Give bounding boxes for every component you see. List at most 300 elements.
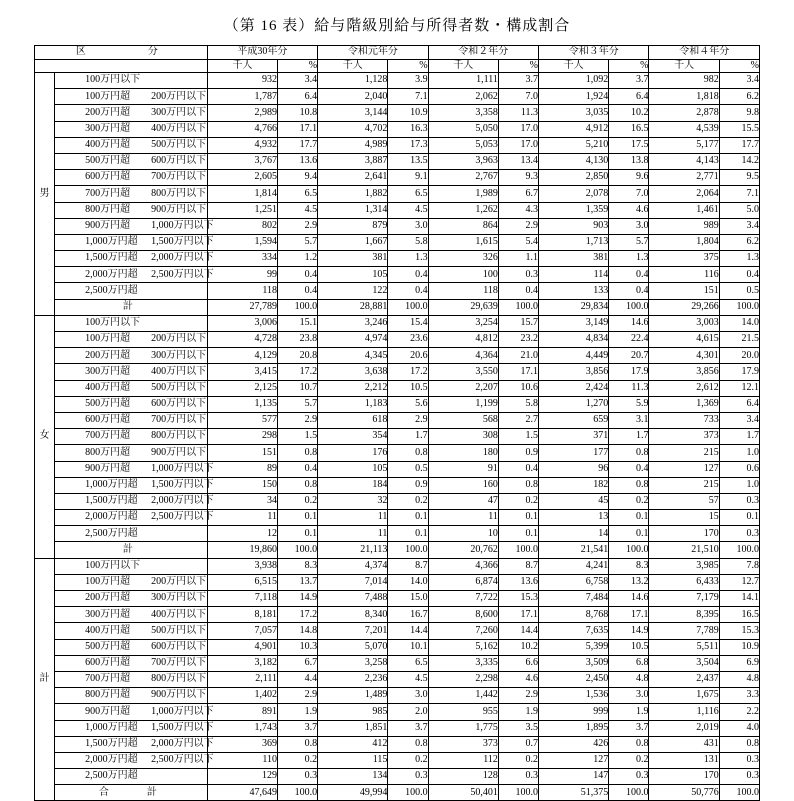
salary-class-lower: 800万円超 — [85, 446, 131, 458]
cell-count: 4,366 — [428, 558, 498, 574]
cell-percent: 10.5 — [388, 380, 428, 396]
total-count: 19,860 — [207, 542, 277, 558]
total-percent: 100.0 — [498, 299, 538, 315]
salary-class-upper: 2,500万円以下 — [151, 511, 214, 523]
salary-class-lower: 800万円超 — [85, 203, 131, 215]
cell-count: 381 — [318, 251, 388, 267]
cell-percent: 0.1 — [388, 526, 428, 542]
salary-class-lower: 100万円以下 — [85, 559, 141, 571]
table-row — [35, 186, 760, 202]
cell-percent: 17.7 — [277, 137, 317, 153]
cell-percent: 17.1 — [277, 121, 317, 137]
cell-count: 151 — [207, 445, 277, 461]
cell-percent: 3.4 — [719, 412, 759, 428]
salary-class-lower: 900万円超 — [85, 462, 131, 474]
cell-percent: 15.0 — [388, 591, 428, 607]
cell-count: 131 — [649, 752, 719, 768]
table-row — [35, 380, 760, 396]
cell-count: 2,040 — [318, 89, 388, 105]
cell-count: 2,064 — [649, 186, 719, 202]
cell-count: 8,340 — [318, 607, 388, 623]
cell-count: 91 — [428, 461, 498, 477]
total-percent: 100.0 — [719, 542, 759, 558]
salary-class-upper: 200万円以下 — [151, 90, 207, 102]
cell-count: 2,450 — [539, 671, 609, 687]
cell-count: 7,635 — [539, 623, 609, 639]
cell-count: 1,924 — [539, 89, 609, 105]
salary-class-lower: 1,500万円超 — [85, 738, 138, 750]
salary-class-lower: 300万円超 — [85, 122, 131, 134]
total-percent: 100.0 — [498, 785, 538, 801]
cell-percent: 2.9 — [388, 412, 428, 428]
cell-count: 45 — [539, 493, 609, 509]
cell-percent: 14.9 — [277, 591, 317, 607]
header-unit-pct-1: % — [388, 59, 428, 73]
cell-percent: 0.1 — [609, 526, 649, 542]
cell-count: 11 — [318, 510, 388, 526]
salary-class-label — [55, 396, 208, 412]
cell-count: 6,874 — [428, 574, 498, 590]
salary-class-label — [55, 218, 214, 234]
cell-percent: 13.2 — [609, 574, 649, 590]
cell-percent: 0.2 — [388, 752, 428, 768]
cell-count: 122 — [318, 283, 388, 299]
cell-percent: 5.9 — [609, 396, 649, 412]
cell-count: 10 — [428, 526, 498, 542]
cell-count: 1,262 — [428, 202, 498, 218]
salary-class-lower: 400万円超 — [85, 381, 131, 393]
cell-percent: 9.5 — [719, 170, 759, 186]
cell-percent: 8.7 — [388, 558, 428, 574]
table-row — [35, 412, 760, 428]
cell-count: 4,702 — [318, 121, 388, 137]
cell-percent: 20.0 — [719, 348, 759, 364]
cell-percent: 3.0 — [388, 688, 428, 704]
salary-class-label — [55, 526, 208, 542]
cell-count: 2,612 — [649, 380, 719, 396]
salary-class-lower: 700万円超 — [85, 673, 131, 685]
cell-count: 1,369 — [649, 396, 719, 412]
cell-percent: 3.7 — [609, 720, 649, 736]
table-row — [35, 688, 760, 704]
header-year-1: 令和元年分 — [318, 46, 428, 60]
cell-count: 1,675 — [649, 688, 719, 704]
salary-class-upper: 700万円以下 — [151, 414, 207, 426]
header-kubun: 区 分 — [35, 46, 208, 60]
salary-class-lower: 200万円超 — [85, 592, 131, 604]
salary-class-label — [55, 623, 208, 639]
cell-count: 12 — [207, 526, 277, 542]
cell-percent: 14.6 — [609, 591, 649, 607]
cell-count: 1,402 — [207, 688, 277, 704]
cell-percent: 0.8 — [388, 736, 428, 752]
cell-count: 375 — [649, 251, 719, 267]
table-row — [35, 153, 760, 169]
table-row — [35, 137, 760, 153]
cell-count: 891 — [207, 704, 277, 720]
cell-percent: 0.1 — [719, 510, 759, 526]
cell-count: 1,461 — [649, 202, 719, 218]
cell-count: 373 — [428, 736, 498, 752]
cell-percent: 10.2 — [498, 639, 538, 655]
table-row — [35, 607, 760, 623]
salary-class-lower: 300万円超 — [85, 365, 131, 377]
header-unit-num-0: 千人 — [207, 59, 277, 73]
cell-count: 99 — [207, 267, 277, 283]
cell-count: 176 — [318, 445, 388, 461]
cell-count: 112 — [428, 752, 498, 768]
cell-count: 371 — [539, 429, 609, 445]
cell-percent: 0.4 — [277, 461, 317, 477]
cell-percent: 10.2 — [609, 105, 649, 121]
cell-percent: 15.3 — [719, 623, 759, 639]
cell-count: 7,179 — [649, 591, 719, 607]
cell-percent: 7.8 — [719, 558, 759, 574]
cell-percent: 10.3 — [277, 639, 317, 655]
salary-class-upper: 900万円以下 — [151, 689, 207, 701]
salary-class-label — [55, 429, 208, 445]
cell-percent: 0.4 — [609, 267, 649, 283]
salary-class-label — [55, 364, 208, 380]
cell-count: 298 — [207, 429, 277, 445]
cell-percent: 4.8 — [609, 671, 649, 687]
salary-class-upper: 700万円以下 — [151, 657, 207, 669]
salary-class-upper: 300万円以下 — [151, 106, 207, 118]
cell-count: 1,804 — [649, 234, 719, 250]
cell-percent: 17.9 — [719, 364, 759, 380]
cell-count: 2,298 — [428, 671, 498, 687]
cell-count: 116 — [649, 267, 719, 283]
cell-percent: 23.2 — [498, 332, 538, 348]
salary-class-label — [55, 251, 214, 267]
cell-percent: 2.9 — [498, 218, 538, 234]
cell-count: 802 — [207, 218, 277, 234]
total-percent: 100.0 — [719, 299, 759, 315]
salary-class-label — [55, 688, 208, 704]
cell-percent: 4.3 — [498, 202, 538, 218]
table-row — [35, 574, 760, 590]
cell-percent: 1.7 — [388, 429, 428, 445]
total-count: 20,762 — [428, 542, 498, 558]
cell-count: 2,424 — [539, 380, 609, 396]
cell-percent: 6.5 — [388, 655, 428, 671]
cell-percent: 10.7 — [277, 380, 317, 396]
cell-percent: 11.3 — [609, 380, 649, 396]
salary-class-upper: 400万円以下 — [151, 122, 207, 134]
salary-class-upper: 2,500万円以下 — [151, 754, 214, 766]
header-unit-pct-0: % — [277, 59, 317, 73]
cell-count: 4,129 — [207, 348, 277, 364]
cell-percent: 0.8 — [609, 445, 649, 461]
header-unit-pct-2: % — [498, 59, 538, 73]
cell-percent: 1.3 — [719, 251, 759, 267]
cell-count: 4,766 — [207, 121, 277, 137]
cell-count: 3,006 — [207, 315, 277, 331]
cell-percent: 1.0 — [719, 445, 759, 461]
cell-percent: 1.9 — [609, 704, 649, 720]
header-unit-num-3: 千人 — [539, 59, 609, 73]
total-percent: 100.0 — [609, 299, 649, 315]
cell-percent: 0.9 — [388, 477, 428, 493]
cell-percent: 0.3 — [719, 493, 759, 509]
cell-percent: 9.1 — [388, 170, 428, 186]
cell-percent: 0.8 — [277, 736, 317, 752]
cell-percent: 20.7 — [609, 348, 649, 364]
salary-class-upper: 800万円以下 — [151, 673, 207, 685]
cell-count: 96 — [539, 461, 609, 477]
cell-percent: 2.9 — [498, 688, 538, 704]
cell-percent: 23.6 — [388, 332, 428, 348]
cell-percent: 5.0 — [719, 202, 759, 218]
salary-class-upper: 200万円以下 — [151, 576, 207, 588]
table-row — [35, 267, 760, 283]
cell-percent: 3.7 — [277, 720, 317, 736]
cell-percent: 6.4 — [609, 89, 649, 105]
cell-percent: 16.3 — [388, 121, 428, 137]
cell-count: 4,345 — [318, 348, 388, 364]
cell-percent: 0.4 — [388, 267, 428, 283]
cell-percent: 6.9 — [719, 655, 759, 671]
cell-count: 7,057 — [207, 623, 277, 639]
cell-count: 8,600 — [428, 607, 498, 623]
cell-count: 412 — [318, 736, 388, 752]
salary-class-label — [55, 186, 208, 202]
cell-count: 1,713 — [539, 234, 609, 250]
cell-count: 3,144 — [318, 105, 388, 121]
cell-count: 182 — [539, 477, 609, 493]
cell-percent: 6.5 — [277, 186, 317, 202]
header-unit-blank — [35, 59, 208, 73]
table-row — [35, 445, 760, 461]
salary-class-label — [55, 607, 208, 623]
cell-percent: 3.1 — [609, 412, 649, 428]
cell-count: 11 — [207, 510, 277, 526]
cell-percent: 17.1 — [498, 607, 538, 623]
cell-count: 7,789 — [649, 623, 719, 639]
cell-count: 1,489 — [318, 688, 388, 704]
cell-count: 2,989 — [207, 105, 277, 121]
cell-count: 114 — [539, 267, 609, 283]
cell-percent: 5.8 — [498, 396, 538, 412]
salary-class-upper: 300万円以下 — [151, 349, 207, 361]
cell-percent: 0.3 — [388, 769, 428, 785]
cell-percent: 9.6 — [609, 170, 649, 186]
cell-count: 2,878 — [649, 105, 719, 121]
cell-count: 1,743 — [207, 720, 277, 736]
cell-count: 6,433 — [649, 574, 719, 590]
cell-percent: 6.4 — [277, 89, 317, 105]
cell-count: 1,116 — [649, 704, 719, 720]
cell-percent: 0.1 — [277, 510, 317, 526]
cell-percent: 0.2 — [498, 752, 538, 768]
total-percent: 100.0 — [498, 542, 538, 558]
cell-count: 2,078 — [539, 186, 609, 202]
cell-count: 1,183 — [318, 396, 388, 412]
salary-class-label — [55, 736, 214, 752]
table-row — [35, 315, 760, 331]
cell-percent: 14.8 — [277, 623, 317, 639]
cell-percent: 2.9 — [277, 412, 317, 428]
cell-percent: 23.8 — [277, 332, 317, 348]
table-body-female — [35, 315, 760, 558]
cell-count: 431 — [649, 736, 719, 752]
cell-percent: 14.4 — [498, 623, 538, 639]
salary-class-lower: 400万円超 — [85, 624, 131, 636]
cell-count: 1,536 — [539, 688, 609, 704]
cell-percent: 1.3 — [388, 251, 428, 267]
cell-count: 3,358 — [428, 105, 498, 121]
cell-percent: 5.7 — [277, 396, 317, 412]
cell-percent: 1.9 — [277, 704, 317, 720]
total-percent: 100.0 — [277, 299, 317, 315]
cell-percent: 17.2 — [277, 607, 317, 623]
cell-percent: 17.3 — [388, 137, 428, 153]
cell-count: 160 — [428, 477, 498, 493]
cell-count: 5,399 — [539, 639, 609, 655]
total-label — [55, 542, 208, 558]
cell-percent: 1.9 — [498, 704, 538, 720]
cell-percent: 3.4 — [719, 73, 759, 89]
cell-count: 2,850 — [539, 170, 609, 186]
table-row — [35, 218, 760, 234]
cell-percent: 4.8 — [719, 671, 759, 687]
cell-count: 1,594 — [207, 234, 277, 250]
cell-count: 127 — [649, 461, 719, 477]
cell-count: 2,111 — [207, 671, 277, 687]
salary-class-upper: 500万円以下 — [151, 139, 207, 151]
cell-percent: 0.2 — [277, 493, 317, 509]
cell-percent: 14.0 — [719, 315, 759, 331]
cell-percent: 4.5 — [388, 671, 428, 687]
cell-count: 3,035 — [539, 105, 609, 121]
cell-count: 577 — [207, 412, 277, 428]
cell-count: 2,212 — [318, 380, 388, 396]
cell-percent: 1.1 — [498, 251, 538, 267]
salary-class-lower: 1,000万円超 — [85, 479, 138, 491]
cell-percent: 17.2 — [388, 364, 428, 380]
cell-count: 1,111 — [428, 73, 498, 89]
salary-class-upper: 1,500万円以下 — [151, 479, 214, 491]
cell-count: 7,488 — [318, 591, 388, 607]
table-row — [35, 364, 760, 380]
table-row — [35, 720, 760, 736]
salary-class-label — [55, 170, 208, 186]
total-label — [55, 785, 208, 801]
cell-percent: 0.1 — [609, 510, 649, 526]
cell-count: 308 — [428, 429, 498, 445]
cell-count: 215 — [649, 477, 719, 493]
cell-count: 177 — [539, 445, 609, 461]
cell-percent: 0.2 — [609, 752, 649, 768]
salary-class-label — [55, 89, 208, 105]
cell-percent: 1.5 — [277, 429, 317, 445]
cell-percent: 0.3 — [498, 769, 538, 785]
cell-percent: 3.7 — [388, 720, 428, 736]
cell-percent: 14.6 — [609, 315, 649, 331]
cell-count: 3,887 — [318, 153, 388, 169]
row-group-label-female: 女 — [35, 315, 55, 558]
cell-count: 118 — [207, 283, 277, 299]
cell-percent: 0.4 — [388, 283, 428, 299]
cell-percent: 6.2 — [719, 89, 759, 105]
cell-count: 8,181 — [207, 607, 277, 623]
salary-class-lower: 100万円以下 — [85, 317, 141, 329]
salary-class-upper: 700万円以下 — [151, 171, 207, 183]
salary-class-upper: 1,000万円以下 — [151, 220, 214, 232]
cell-count: 5,162 — [428, 639, 498, 655]
cell-count: 1,787 — [207, 89, 277, 105]
cell-count: 1,667 — [318, 234, 388, 250]
salary-class-label — [55, 234, 214, 250]
cell-count: 5,070 — [318, 639, 388, 655]
cell-percent: 6.8 — [609, 655, 649, 671]
salary-class-lower: 100万円超 — [85, 576, 131, 588]
total-count: 29,639 — [428, 299, 498, 315]
salary-class-label — [55, 121, 208, 137]
cell-percent: 0.4 — [719, 267, 759, 283]
salary-class-upper: 800万円以下 — [151, 430, 207, 442]
table-total-row — [35, 542, 760, 558]
total-count: 21,510 — [649, 542, 719, 558]
salary-class-upper: 1,500万円以下 — [151, 721, 214, 733]
salary-class-upper: 2,000万円以下 — [151, 252, 214, 264]
cell-percent: 2.0 — [388, 704, 428, 720]
total-count: 21,541 — [539, 542, 609, 558]
cell-percent: 0.4 — [609, 283, 649, 299]
header-unit-num-2: 千人 — [428, 59, 498, 73]
salary-class-label — [55, 137, 208, 153]
cell-count: 3,985 — [649, 558, 719, 574]
table-row — [35, 429, 760, 445]
salary-class-upper: 500万円以下 — [151, 624, 207, 636]
cell-percent: 8.3 — [277, 558, 317, 574]
cell-count: 3,246 — [318, 315, 388, 331]
cell-percent: 5.7 — [277, 234, 317, 250]
salary-class-label — [55, 332, 208, 348]
cell-percent: 0.2 — [277, 752, 317, 768]
cell-percent: 1.2 — [277, 251, 317, 267]
cell-count: 14 — [539, 526, 609, 542]
cell-percent: 10.1 — [388, 639, 428, 655]
cell-percent: 13.6 — [498, 574, 538, 590]
cell-percent: 0.1 — [277, 526, 317, 542]
cell-count: 105 — [318, 267, 388, 283]
cell-count: 4,974 — [318, 332, 388, 348]
salary-class-upper: 300万円以下 — [151, 592, 207, 604]
cell-count: 354 — [318, 429, 388, 445]
table-row — [35, 251, 760, 267]
salary-class-upper: 1,000万円以下 — [151, 462, 214, 474]
cell-count: 3,856 — [649, 364, 719, 380]
cell-count: 2,019 — [649, 720, 719, 736]
cell-count: 334 — [207, 251, 277, 267]
total-percent: 100.0 — [277, 785, 317, 801]
cell-percent: 9.8 — [719, 105, 759, 121]
row-group-label-combined: 計 — [35, 558, 55, 801]
header-unit-num-1: 千人 — [318, 59, 388, 73]
cell-count: 373 — [649, 429, 719, 445]
cell-count: 4,364 — [428, 348, 498, 364]
cell-percent: 3.7 — [609, 73, 649, 89]
cell-percent: 7.1 — [388, 89, 428, 105]
salary-class-lower: 600万円超 — [85, 657, 131, 669]
total-count: 21,113 — [318, 542, 388, 558]
cell-percent: 17.1 — [498, 364, 538, 380]
total-label-text: 合 計 — [98, 786, 163, 798]
cell-percent: 6.2 — [719, 234, 759, 250]
cell-percent: 17.9 — [609, 364, 649, 380]
cell-count: 4,539 — [649, 121, 719, 137]
